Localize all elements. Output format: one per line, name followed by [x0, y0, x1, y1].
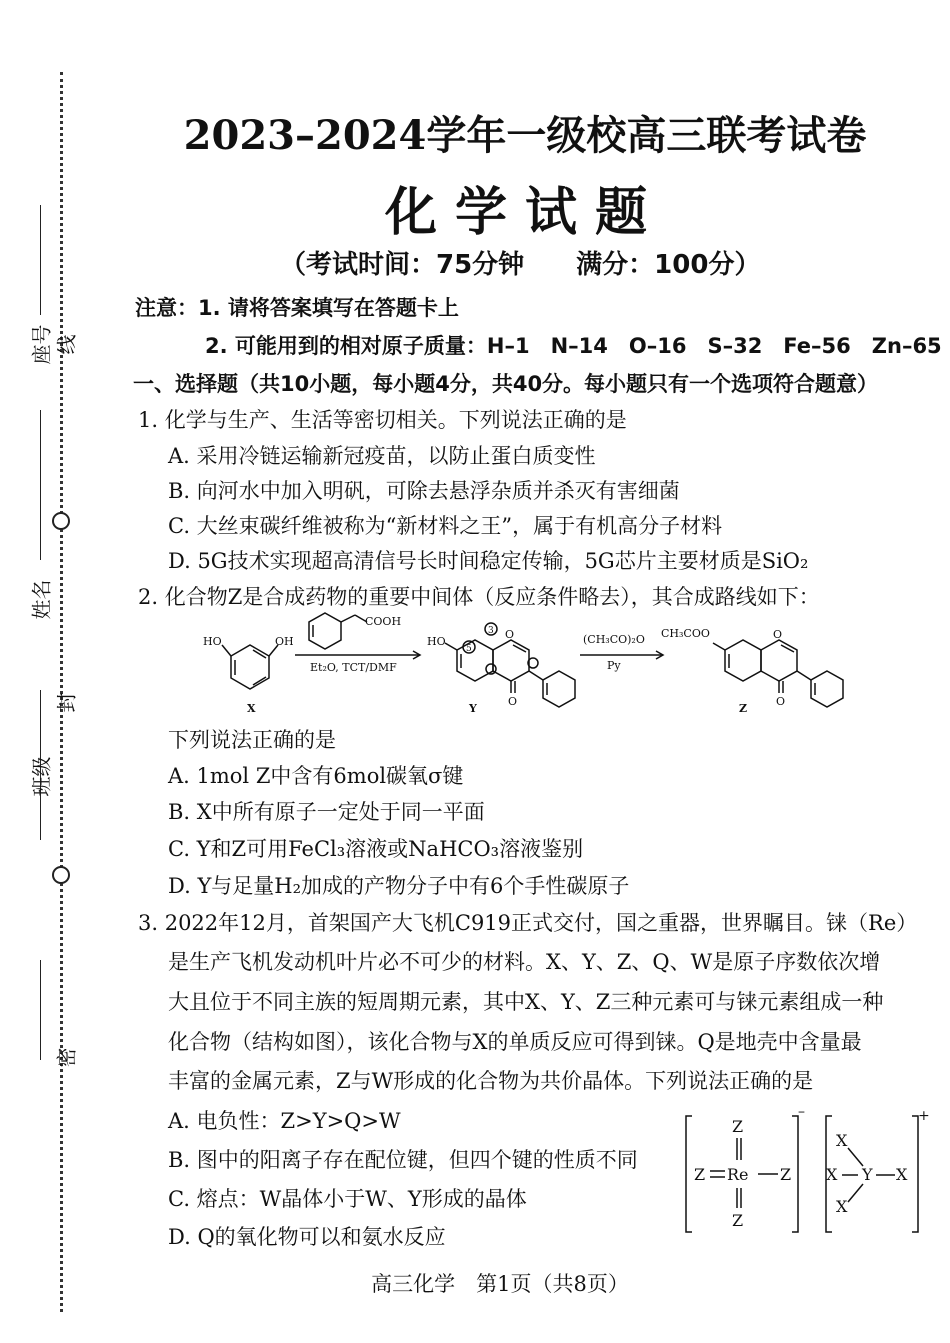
x-ho-text: HO — [203, 635, 222, 648]
y-ho-text: HO — [427, 635, 446, 648]
x-oh-text: OH — [275, 635, 294, 648]
z-right: Z — [780, 1165, 792, 1184]
q2-option-d: D. Y与足量H₂加成的产物分子中有6个手性碳原子 — [168, 874, 630, 898]
x-label: X — [247, 702, 256, 715]
q3-option-d: D. Q的氧化物可以和氨水反应 — [168, 1225, 446, 1249]
q1-option-a: A. 采用冷链运输新冠疫苗，以防止蛋白质变性 — [168, 444, 596, 468]
y-pyranone-ring — [493, 640, 529, 681]
y-oxygen-text: O — [505, 628, 515, 641]
q2-prompt: 下列说法正确的是 — [168, 728, 336, 752]
q1-option-c: C. 大丝束碳纤维被称为“新材料之王”，属于有机高分子材料 — [168, 514, 723, 538]
x-top: X — [836, 1131, 848, 1150]
q3-structure-figure — [680, 1108, 930, 1238]
q3-line-2: 是生产飞机发动机叶片必不可少的材料。X、Y、Z、Q、W是原子序数依次增 — [168, 950, 881, 974]
reagent-cooh-text: COOH — [365, 615, 402, 628]
z-label: Z — [739, 702, 748, 715]
y-mark-3: 3 — [488, 626, 494, 636]
x-right: X — [896, 1165, 908, 1184]
reagent2-top-text: (CH₃CO)₂O — [583, 633, 645, 646]
section-heading: 一、选择题（共10小题，每小题4分，共40分。每小题只有一个选项符合题意） — [133, 372, 879, 396]
q2-stem: 2. 化合物Z是合成药物的重要中间体（反应条件略去），其合成路线如下： — [138, 585, 820, 609]
z-ester-text: CH₃COO — [661, 627, 710, 640]
q2-option-c: C. Y和Z可用FeCl₃溶液或NaHCO₃溶液鉴别 — [168, 837, 584, 861]
reagent2-bottom-text: Py — [607, 659, 621, 672]
seat-label: 座号 — [29, 324, 54, 365]
y-mark-5: 5 — [466, 644, 472, 654]
cation-charge: + — [918, 1108, 930, 1124]
q3-line-5: 丰富的金属元素，Z与W形成的化合物为共价晶体。下列说法正确的是 — [168, 1069, 814, 1093]
hole-circle-icon — [52, 866, 70, 884]
name-underline — [40, 410, 41, 560]
z-bottom: Z — [732, 1211, 744, 1230]
y-label: Y — [469, 702, 477, 715]
subject-title: 化学试题 — [384, 182, 665, 243]
reagent1-text: Et₂O, TCT/DMF — [310, 661, 397, 674]
name-label: 姓名 — [29, 579, 54, 620]
x-benzene-ring — [231, 645, 269, 689]
z-carbonyl-oxygen-text: O — [776, 695, 786, 708]
z-phenyl-ring — [811, 671, 843, 707]
q1-stem: 1. 化学与生产、生活等密切相关。下列说法正确的是 — [138, 408, 627, 432]
q1-option-d: D. 5G技术实现超高清信号长时间稳定传输，5G芯片主要材质是SiO₂ — [168, 549, 809, 573]
anion-charge: – — [798, 1108, 805, 1120]
q3-option-b: B. 图中的阳离子存在配位键，但四个键的性质不同 — [168, 1148, 638, 1172]
z-oxygen-text: O — [773, 628, 783, 641]
re-atom: Re — [727, 1165, 749, 1184]
q3-line-4: 化合物（结构如图），该化合物与X的单质反应可得到铼。Q是地壳中含量最 — [168, 1030, 862, 1054]
q3-line-1: 3. 2022年12月，首架国产大飞机C919正式交付，国之重器，世界瞩目。铼（Re） — [138, 911, 918, 935]
note-line-1: 注意：1. 请将答案填写在答题卡上 — [135, 296, 459, 320]
exam-info: （考试时间：75分钟 满分：100分） — [280, 250, 761, 280]
hole-circle-icon — [52, 512, 70, 530]
z-top: Z — [732, 1117, 744, 1136]
x-left: X — [826, 1165, 838, 1184]
q2-option-b: B. X中所有原子一定处于同一平面 — [168, 800, 485, 824]
misc-underline — [40, 960, 41, 1060]
q2-option-a: A. 1mol Z中含有6mol碳氧σ键 — [168, 764, 464, 788]
page-footer: 高三化学 第1页（共8页） — [371, 1272, 629, 1296]
note-line-2: 2. 可能用到的相对原子质量：H–1 N–14 O–16 S–32 Fe–56 Zn–65 — [205, 334, 942, 358]
seal-label: 封 — [54, 692, 79, 713]
secret-label: 密 — [54, 1047, 79, 1068]
reagent-benzene-ring — [309, 613, 341, 649]
y-carbonyl-oxygen-text: O — [508, 695, 518, 708]
x-bottom: X — [836, 1197, 848, 1216]
y-phenyl-ring — [543, 671, 575, 707]
y-atom: Y — [862, 1165, 873, 1184]
z-benzo-ring — [725, 640, 761, 681]
q1-option-b: B. 向河水中加入明矾，可除去悬浮杂质并杀灭有害细菌 — [168, 479, 680, 503]
q3-line-3: 大且位于不同主族的短周期元素，其中X、Y、Z三种元素可与铼元素组成一种 — [168, 990, 884, 1014]
z-pyranone-ring — [761, 640, 797, 681]
q3-option-a: A. 电负性：Z>Y>Q>W — [168, 1109, 401, 1133]
z-left: Z — [694, 1165, 706, 1184]
q3-option-c: C. 熔点：W晶体小于W、Y形成的晶体 — [168, 1187, 527, 1211]
exam-title: 2023–2024学年一级校高三联考试卷 — [183, 112, 867, 159]
q2-reaction-scheme — [195, 605, 860, 720]
line-label: 线 — [54, 334, 79, 355]
class-label: 班级 — [29, 756, 54, 797]
